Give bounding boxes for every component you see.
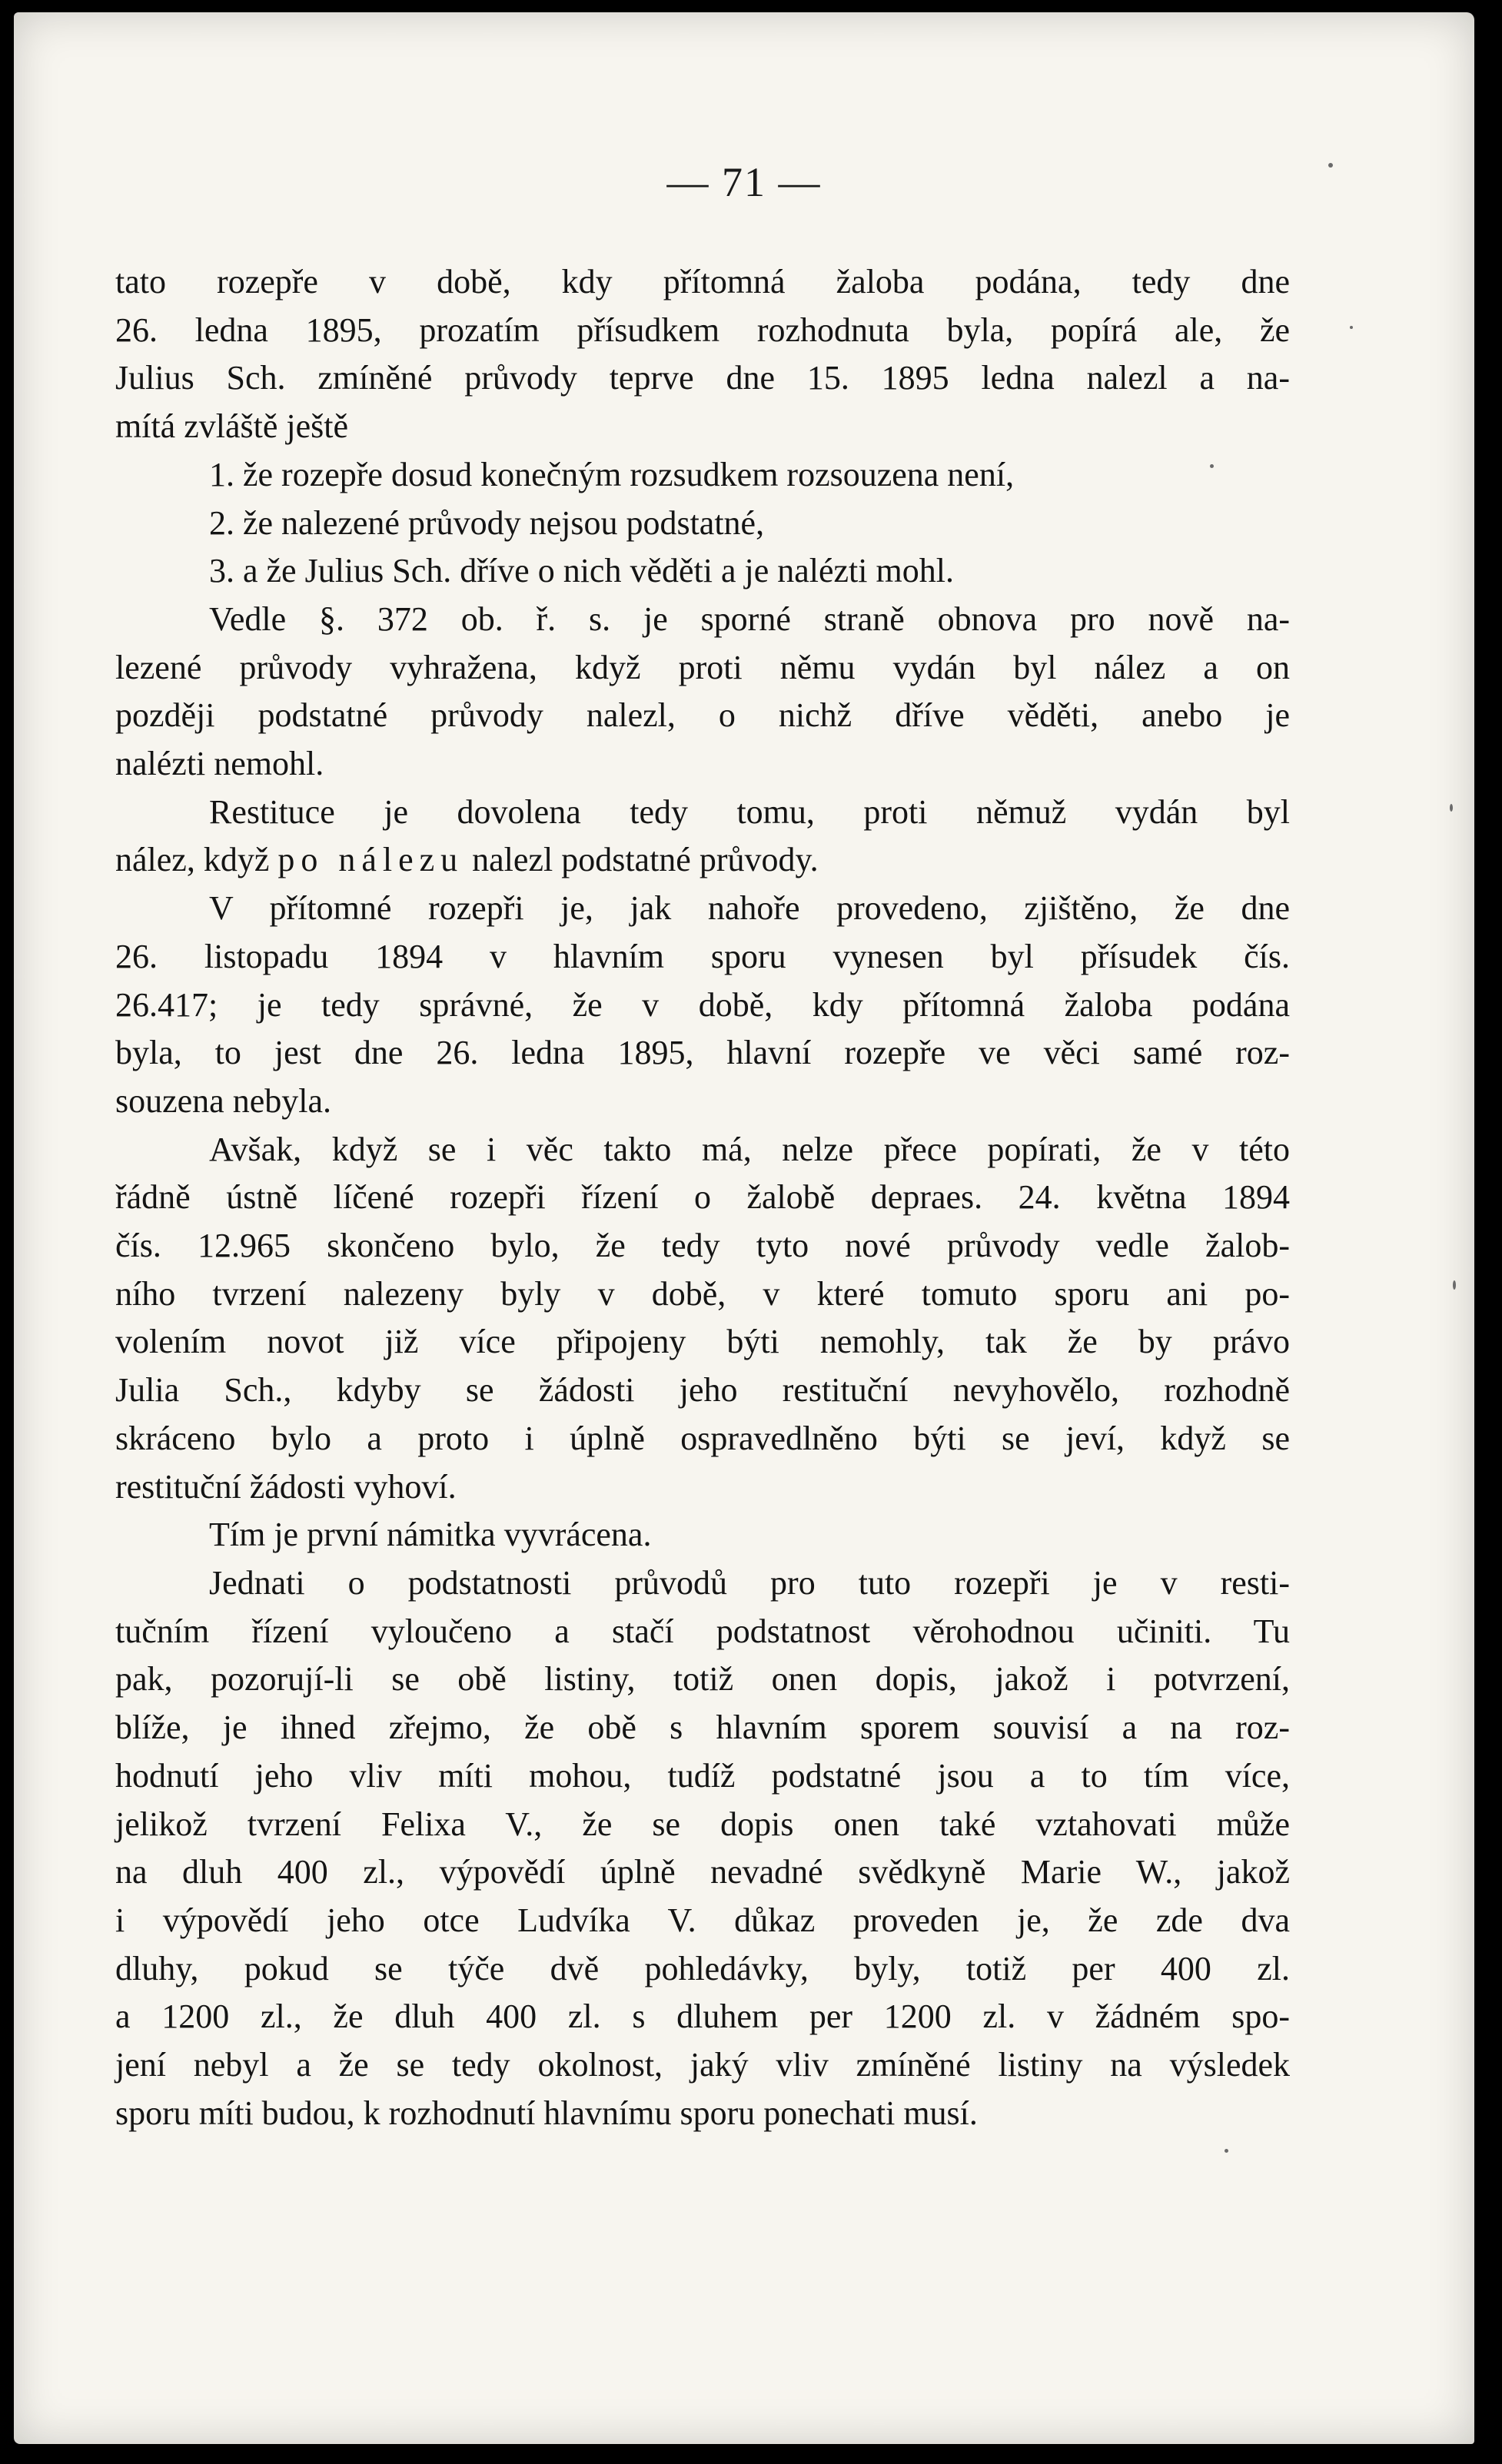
text-line: i výpovědí jeho otce Ludvíka V. důkaz proveden je, že zde dva [115,1901,1290,1939]
page-number: — 71 — [666,159,822,205]
text-line: tato rozepře v době, kdy přítomná žaloba podána, tedy dne [115,263,1290,301]
text-line: Vedle §. 372 ob. ř. s. je sporné straně obnova pro nově na- [209,599,1290,638]
list-item: 1. že rozepře dosud konečným rozsudkem rozsouzena není, [209,455,1015,493]
scanned-page [14,12,1474,2444]
text-line: později podstatné průvody nalezl, o nichž dříve věděti, anebo je [115,696,1290,735]
text-line: blíže, je ihned zřejmo, že obě s hlavním sporem souvisí a na roz- [115,1709,1290,1747]
text-line: sporu míti budou, k rozhodnutí hlavnímu sporu ponechati musí. [115,2094,978,2132]
text-line [115,836,1290,885]
text-line: Julius Sch. zmíněné průvody teprve dne 15. 1895 ledna nalezl a na- [115,359,1290,397]
text-line: jelikož tvrzení Felixa V., že se dopis onen také vztahovati může [115,1805,1290,1843]
text-line: volením novot již více připojeny býti nemohly, tak že by právo [115,1323,1290,1361]
text-line: tučním řízení vyloučeno a stačí podstatnost věrohodnou učiniti. Tu [115,1612,1290,1650]
text-line: na dluh 400 zl., výpovědí úplně nevadné svědkyně Marie W., jakož [115,1853,1290,1891]
text-segment: nalezl podstatné průvody. [464,841,819,879]
text-line: souzena nebyla. [115,1081,331,1120]
body-text [115,258,1290,2137]
list-item: 2. že nalezené průvody nejsou podstatné, [209,503,765,542]
paper-speck [1350,326,1353,329]
text-line: byla, to jest dne 26. ledna 1895, hlavní rozepře ve věci samé roz- [115,1034,1290,1072]
text-line: Tím je první námitka vyvrácena. [209,1516,652,1554]
text-line: hodnutí jeho vliv míti mohou, tudíž podstatné jsou a to tím více, [115,1756,1290,1795]
text-line: 26.417; je tedy správné, že v době, kdy přítomná žaloba podána [115,985,1290,1024]
text-segment: nález, když [115,841,278,879]
text-line: Jednati o podstatnosti průvodů pro tuto rozepři je v resti- [209,1563,1290,1602]
text-line: restituční žádosti vyhoví. [115,1467,457,1506]
list-item: 3. a že Julius Sch. dříve o nich věděti a je nalézti mohl. [209,552,954,590]
text-line: a 1200 zl., že dluh 400 zl. s dluhem per 1200 zl. v žádném spo- [115,1997,1290,2036]
paper-speck [1328,163,1333,168]
text-line: pak, pozorují-li se obě listiny, totiž onen dopis, jakož i potvrzení, [115,1660,1290,1699]
text-line: ního tvrzení nalezeny byly v době, v které tomuto sporu ani po- [115,1274,1290,1313]
emphasized-text: po nálezu [277,841,464,879]
text-line: nalézti nemohl. [115,745,324,783]
text-line: lezené průvody vyhražena, když proti němu vydán byl nález a on [115,648,1290,686]
text-line: V přítomné rozepři je, jak nahoře provedeno, zjištěno, že dne [209,889,1290,928]
paper-speck [1453,1280,1456,1290]
text-line: skráceno bylo a proto i úplně ospravedlněno býti se jeví, když se [115,1419,1290,1457]
text-line: řádně ústně líčené rozepři řízení o žalobě depraes. 24. května 1894 [115,1178,1290,1217]
paper-speck [1210,464,1214,468]
text-line: Avšak, když se i věc takto má, nelze přece popírati, že v této [209,1130,1290,1168]
text-line: Restituce je dovolena tedy tomu, proti němuž vydán byl [209,792,1290,831]
paper-speck [1450,804,1453,812]
paper-speck [1225,2149,1228,2153]
text-line: Julia Sch., kdyby se žádosti jeho restituční nevyhovělo, rozhodně [115,1371,1290,1410]
text-line: dluhy, pokud se týče dvě pohledávky, byly, totiž per 400 zl. [115,1949,1290,1987]
text-line: jení nebyl a že se tedy okolnost, jaký vliv zmíněné listiny na výsledek [115,2046,1290,2084]
text-line: čís. 12.965 skončeno bylo, že tedy tyto nové průvody vedle žalob- [115,1227,1290,1265]
text-line: mítá zvláště ještě [115,407,348,446]
text-line: 26. ledna 1895, prozatím přísudkem rozhodnuta byla, popírá ale, že [115,310,1290,349]
text-line: 26. listopadu 1894 v hlavním sporu vynesen byl přísudek čís. [115,937,1290,975]
